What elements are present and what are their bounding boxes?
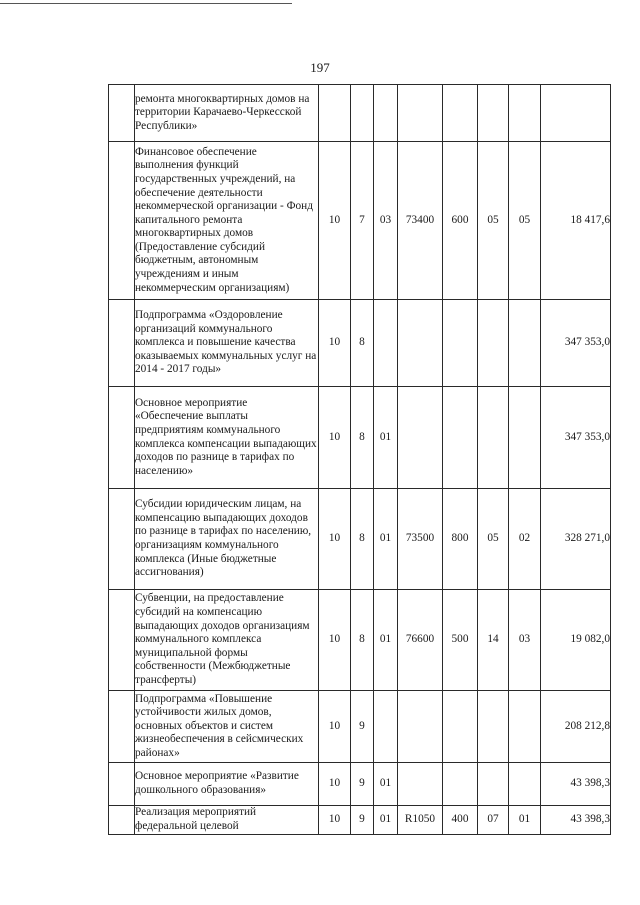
item-name: Реализация мероприятий федеральной целевой bbox=[135, 806, 319, 835]
item-name: Финансовое обеспечение выполнения функций государственных учреждений, на обеспечение деятельности некоммерческой организации - Фонд капитального ремонта многоквартирных домов (Предоставление субсидий бюджетным, автономным учреждениям и иным некоммерческим организациям) bbox=[135, 142, 319, 300]
code-cell: 500 bbox=[443, 590, 478, 691]
code-cell: 07 bbox=[478, 806, 509, 835]
code-cell: 400 bbox=[443, 806, 478, 835]
amount-cell: 18 417,6 bbox=[541, 142, 611, 300]
code-cell bbox=[509, 763, 541, 806]
code-cell: 8 bbox=[351, 300, 374, 387]
amount-cell: 328 271,0 bbox=[541, 489, 611, 590]
code-cell bbox=[478, 85, 509, 142]
code-cell: 05 bbox=[478, 142, 509, 300]
code-cell bbox=[509, 85, 541, 142]
amount-cell bbox=[541, 85, 611, 142]
blank-cell bbox=[109, 691, 135, 763]
code-cell: 01 bbox=[509, 806, 541, 835]
code-cell: 800 bbox=[443, 489, 478, 590]
amount-cell: 43 398,3 bbox=[541, 763, 611, 806]
code-cell: 01 bbox=[374, 489, 398, 590]
amount-cell: 19 082,0 bbox=[541, 590, 611, 691]
item-name: ремонта многоквартирных домов на территории Карачаево-Черкесской Республики» bbox=[135, 85, 319, 142]
code-cell: 10 bbox=[319, 142, 351, 300]
code-cell: 8 bbox=[351, 387, 374, 489]
table-row bbox=[109, 806, 611, 835]
code-cell bbox=[374, 300, 398, 387]
blank-cell bbox=[109, 142, 135, 300]
code-cell: 76600 bbox=[398, 590, 443, 691]
table-row bbox=[109, 590, 611, 691]
code-cell bbox=[478, 300, 509, 387]
amount-cell: 347 353,0 bbox=[541, 300, 611, 387]
item-name: Основное мероприятие «Развитие дошкольного образования» bbox=[135, 763, 319, 806]
code-cell: 03 bbox=[509, 590, 541, 691]
code-cell bbox=[509, 300, 541, 387]
code-cell: 10 bbox=[319, 763, 351, 806]
table-row bbox=[109, 489, 611, 590]
page-number: 197 bbox=[310, 60, 330, 75]
code-cell bbox=[509, 387, 541, 489]
item-name: Субвенции, на предоставление субсидий на компенсацию выпадающих доходов организациям коммунального комплекса муниципальной формы собственности (Межбюджетные трансферты) bbox=[135, 590, 319, 691]
code-cell: 05 bbox=[509, 142, 541, 300]
code-cell bbox=[398, 300, 443, 387]
code-cell: 10 bbox=[319, 387, 351, 489]
code-cell: 14 bbox=[478, 590, 509, 691]
code-cell: 7 bbox=[351, 142, 374, 300]
blank-cell bbox=[109, 489, 135, 590]
code-cell: 600 bbox=[443, 142, 478, 300]
code-cell: 9 bbox=[351, 763, 374, 806]
code-cell bbox=[478, 387, 509, 489]
table-row bbox=[109, 142, 611, 300]
table-row bbox=[109, 300, 611, 387]
code-cell: 01 bbox=[374, 806, 398, 835]
code-cell: 10 bbox=[319, 590, 351, 691]
item-name: Субсидии юридическим лицам, на компенсацию выпадающих доходов по разнице в тарифах по населению, организациям коммунального комплекса (Иные бюджетные ассигнования) bbox=[135, 489, 319, 590]
table-row bbox=[109, 387, 611, 489]
code-cell bbox=[398, 85, 443, 142]
header-rule bbox=[0, 3, 292, 4]
code-cell: 05 bbox=[478, 489, 509, 590]
code-cell: R1050 bbox=[398, 806, 443, 835]
code-cell: 9 bbox=[351, 691, 374, 763]
code-cell bbox=[443, 387, 478, 489]
table-row bbox=[109, 763, 611, 806]
item-name: Основное мероприятие «Обеспечение выплаты предприятиям коммунального комплекса компенсации выпадающих доходов по разнице в тарифах по населению» bbox=[135, 387, 319, 489]
amount-cell: 347 353,0 bbox=[541, 387, 611, 489]
blank-cell bbox=[109, 300, 135, 387]
code-cell bbox=[443, 763, 478, 806]
code-cell bbox=[443, 691, 478, 763]
code-cell bbox=[478, 691, 509, 763]
code-cell: 10 bbox=[319, 691, 351, 763]
code-cell bbox=[374, 85, 398, 142]
code-cell bbox=[398, 763, 443, 806]
code-cell: 9 bbox=[351, 806, 374, 835]
code-cell: 03 bbox=[374, 142, 398, 300]
code-cell bbox=[478, 763, 509, 806]
code-cell: 8 bbox=[351, 590, 374, 691]
code-cell: 10 bbox=[319, 806, 351, 835]
code-cell bbox=[443, 300, 478, 387]
code-cell bbox=[374, 691, 398, 763]
item-name: Подпрограмма «Повышение устойчивости жилых домов, основных объектов и систем жизнеобеспечения в сейсмических районах» bbox=[135, 691, 319, 763]
item-name: Подпрограмма «Оздоровление организаций коммунального комплекса и повышение качества оказываемых коммунальных услуг на 2014 - 2017 годы» bbox=[135, 300, 319, 387]
code-cell: 01 bbox=[374, 763, 398, 806]
code-cell: 10 bbox=[319, 489, 351, 590]
code-cell: 8 bbox=[351, 489, 374, 590]
table-row bbox=[109, 85, 611, 142]
code-cell bbox=[351, 85, 374, 142]
code-cell: 73500 bbox=[398, 489, 443, 590]
table-row bbox=[109, 691, 611, 763]
code-cell: 10 bbox=[319, 300, 351, 387]
code-cell: 02 bbox=[509, 489, 541, 590]
blank-cell bbox=[109, 85, 135, 142]
amount-cell: 208 212,8 bbox=[541, 691, 611, 763]
budget-table bbox=[108, 84, 611, 835]
blank-cell bbox=[109, 806, 135, 835]
code-cell: 01 bbox=[374, 387, 398, 489]
code-cell bbox=[398, 691, 443, 763]
blank-cell bbox=[109, 763, 135, 806]
code-cell: 73400 bbox=[398, 142, 443, 300]
blank-cell bbox=[109, 387, 135, 489]
blank-cell bbox=[109, 590, 135, 691]
code-cell bbox=[443, 85, 478, 142]
code-cell bbox=[319, 85, 351, 142]
amount-cell: 43 398,3 bbox=[541, 806, 611, 835]
code-cell: 01 bbox=[374, 590, 398, 691]
code-cell bbox=[398, 387, 443, 489]
code-cell bbox=[509, 691, 541, 763]
